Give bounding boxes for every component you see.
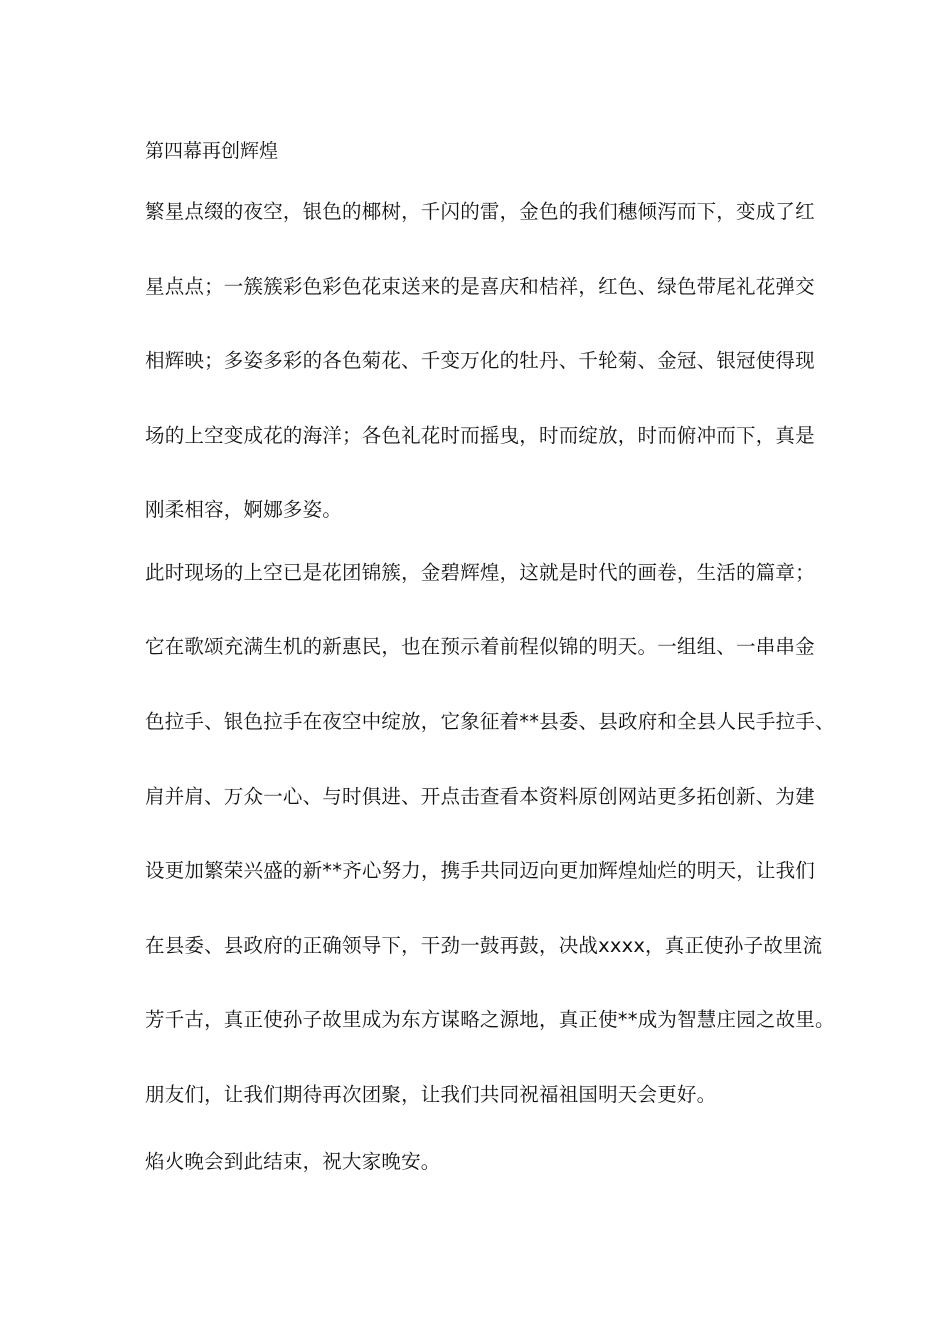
paragraph-1-line-2: 星点点；一簇簇彩色彩色花束送来的是喜庆和桔祥，红色、绿色带尾礼花弹交 [145, 275, 815, 298]
paragraph-1-line-1: 繁星点缀的夜空，银色的椰树，千闪的雷，金色的我们穗倾泻而下，变成了红 [145, 200, 815, 223]
paragraph-2-line-3: 色拉手、银色拉手在夜空中绽放，它象征着**县委、县政府和全县人民手拉手、 [145, 710, 835, 733]
paragraph-3: 朋友们，让我们期待再次团聚，让我们共同祝福祖国明天会更好。 [145, 1083, 717, 1106]
paragraph-2-line-7: 芳千古，真正使孙子故里成为东方谋略之源地，真正使**成为智慧庄园之故里。 [145, 1008, 835, 1031]
paragraph-1-line-3: 相辉映；多姿多彩的各色菊花、千变万化的牡丹、千轮菊、金冠、银冠使得现 [145, 349, 815, 372]
paragraph-2-line-4: 肩并肩、万众一心、与时俱进、开点击查看本资料原创网站更多拓创新、为建 [145, 785, 815, 808]
paragraph-2-line-5: 设更加繁荣兴盛的新**齐心努力，携手共同迈向更加辉煌灿烂的明天，让我们 [145, 859, 816, 882]
section-heading: 第四幕再创辉煌 [145, 140, 279, 162]
paragraph-2-line-2: 它在歌颂充满生机的新惠民，也在预示着前程似锦的明天。一组组、一串串金 [145, 635, 815, 658]
paragraph-2-line-1: 此时现场的上空已是花团锦簇，金碧辉煌，这就是时代的画卷，生活的篇章； [145, 561, 815, 584]
paragraph-1-line-5: 刚柔相容，婀娜多姿。 [145, 498, 343, 521]
paragraph-4: 焰火晚会到此结束，祝大家晚安。 [145, 1150, 441, 1173]
paragraph-1-line-4: 场的上空变成花的海洋；各色礼花时而摇曳，时而绽放，时而俯冲而下，真是 [145, 424, 815, 447]
paragraph-2-line-6: 在县委、县政府的正确领导下，干劲一鼓再鼓，决战xxxx，真正使孙子故里流 [145, 934, 823, 957]
